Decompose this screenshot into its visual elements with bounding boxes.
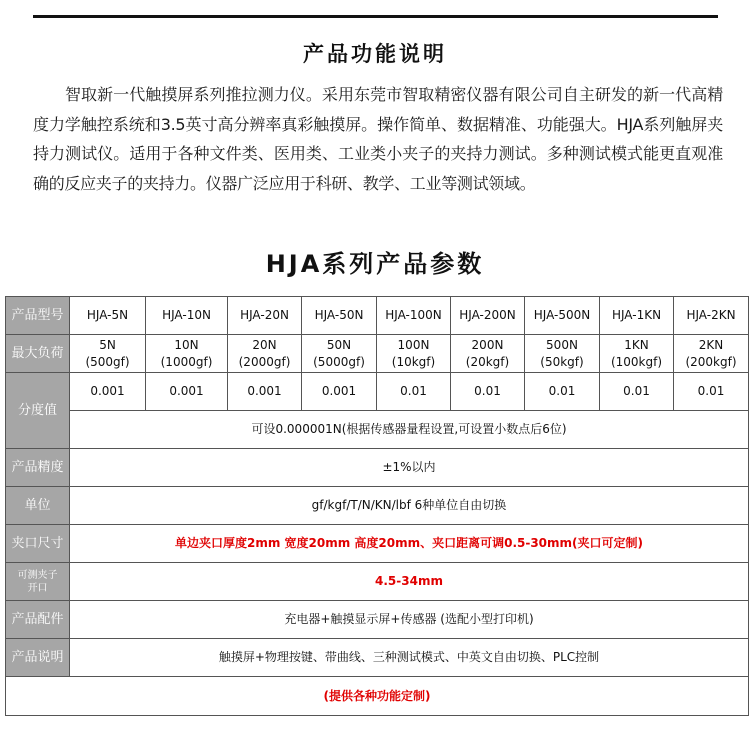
max-load-n: 20N (252, 337, 277, 352)
resolution-cell: 0.001 (146, 373, 228, 411)
max-load-gf: (5000gf) (313, 354, 365, 369)
max-load-gf: (100kgf) (610, 354, 663, 369)
label-unit: 单位 (6, 487, 70, 525)
row-model (6, 297, 749, 335)
max-load-cell (70, 335, 146, 373)
resolution-cell: 0.01 (600, 373, 674, 411)
max-load-gf: (20kgf) (465, 354, 510, 369)
model-cell: HJA-50N (302, 297, 377, 335)
description-value: 触摸屏+物理按键、带曲线、三种测试模式、中英文自由切换、PLC控制 (70, 639, 749, 677)
row-clip-opening (6, 563, 749, 601)
row-resolution-note (6, 411, 749, 449)
max-load-gf: (50kgf) (540, 354, 584, 369)
max-load-cell (146, 335, 228, 373)
max-load-n: 2KN (698, 337, 724, 352)
resolution-note: 可设0.000001N(根据传感器量程设置,可设置小数点后6位) (70, 411, 749, 449)
model-cell: HJA-200N (451, 297, 525, 335)
label-accuracy: 产品精度 (6, 449, 70, 487)
accuracy-value: ±1%以内 (70, 449, 749, 487)
max-load-gf: (500gf) (85, 354, 130, 369)
row-accessories (6, 601, 749, 639)
label-clamp-size: 夹口尺寸 (6, 525, 70, 563)
label-clip-opening (6, 563, 70, 601)
model-cell: HJA-2KN (674, 297, 749, 335)
label-accessories: 产品配件 (6, 601, 70, 639)
section-title-function: 产品功能说明 (303, 42, 447, 66)
row-resolution (6, 373, 749, 411)
model-cell: HJA-10N (146, 297, 228, 335)
label-model: 产品型号 (6, 297, 70, 335)
clip-opening-value: 4.5-34mm (70, 563, 749, 601)
accessories-value: 充电器+触摸显示屏+传感器 (选配小型打印机) (70, 601, 749, 639)
max-load-cell (377, 335, 451, 373)
max-load-n: 50N (326, 337, 352, 352)
resolution-cell: 0.01 (525, 373, 600, 411)
model-cell: HJA-20N (228, 297, 302, 335)
row-description (6, 639, 749, 677)
label-max-load: 最大负荷 (6, 335, 70, 373)
clamp-size-value: 单边夹口厚度2mm 宽度20mm 高度20mm、夹口距离可调0.5-30mm(夹口可定制) (70, 525, 749, 563)
model-cell: HJA-500N (525, 297, 600, 335)
max-load-cell (674, 335, 749, 373)
row-max-load (6, 335, 749, 373)
resolution-cell: 0.01 (674, 373, 749, 411)
resolution-cell: 0.001 (70, 373, 146, 411)
max-load-gf: (200kgf) (685, 354, 737, 369)
max-load-cell (228, 335, 302, 373)
resolution-cell: 0.001 (302, 373, 377, 411)
row-unit (6, 487, 749, 525)
max-load-cell (302, 335, 377, 373)
intro-paragraph: 智取新一代触摸屏系列推拉测力仪。采用东莞市智取精密仪器有限公司自主研发的新一代高精度力学触控系统和3.5英寸高分辨率真彩触摸屏。操作简单、数据精准、功能强大。HJA系列触屏夹持力测试仪。适用于各种文件类、医用类、工业类小夹子的夹持力测试。多种测试模式能更直观准确的反应夹子的夹持力。仪器广泛应用于科研、教学、工业等测试领域。 (33, 85, 723, 193)
model-cell: HJA-5N (70, 297, 146, 335)
max-load-n: 1KN (624, 337, 649, 352)
max-load-n: 200N (471, 337, 504, 352)
max-load-cell (600, 335, 674, 373)
label-clip-opening-line2: 开口 (27, 582, 48, 594)
model-cell: HJA-1KN (600, 297, 674, 335)
row-clamp-size (6, 525, 749, 563)
max-load-gf: (2000gf) (238, 354, 291, 369)
max-load-gf: (1000gf) (160, 354, 213, 369)
max-load-cell (451, 335, 525, 373)
label-description: 产品说明 (6, 639, 70, 677)
max-load-cell (525, 335, 600, 373)
resolution-cell: 0.01 (451, 373, 525, 411)
unit-value: gf/kgf/T/N/KN/lbf 6种单位自由切换 (70, 487, 749, 525)
resolution-cell: 0.01 (377, 373, 451, 411)
max-load-n: 10N (174, 337, 199, 352)
spec-table (5, 296, 749, 716)
max-load-n: 5N (99, 337, 116, 352)
max-load-n: 500N (546, 337, 578, 352)
model-cell: HJA-100N (377, 297, 451, 335)
resolution-cell: 0.001 (228, 373, 302, 411)
top-divider-line (33, 15, 718, 18)
customization-note: (提供各种功能定制) (6, 677, 749, 716)
max-load-gf: (10kgf) (391, 354, 436, 369)
label-resolution: 分度值 (6, 373, 70, 449)
row-customization (6, 677, 749, 716)
max-load-n: 100N (397, 337, 430, 352)
label-clip-opening-line1: 可测夹子 (17, 569, 58, 581)
row-accuracy (6, 449, 749, 487)
section-title-params: HJA系列产品参数 (265, 250, 485, 278)
